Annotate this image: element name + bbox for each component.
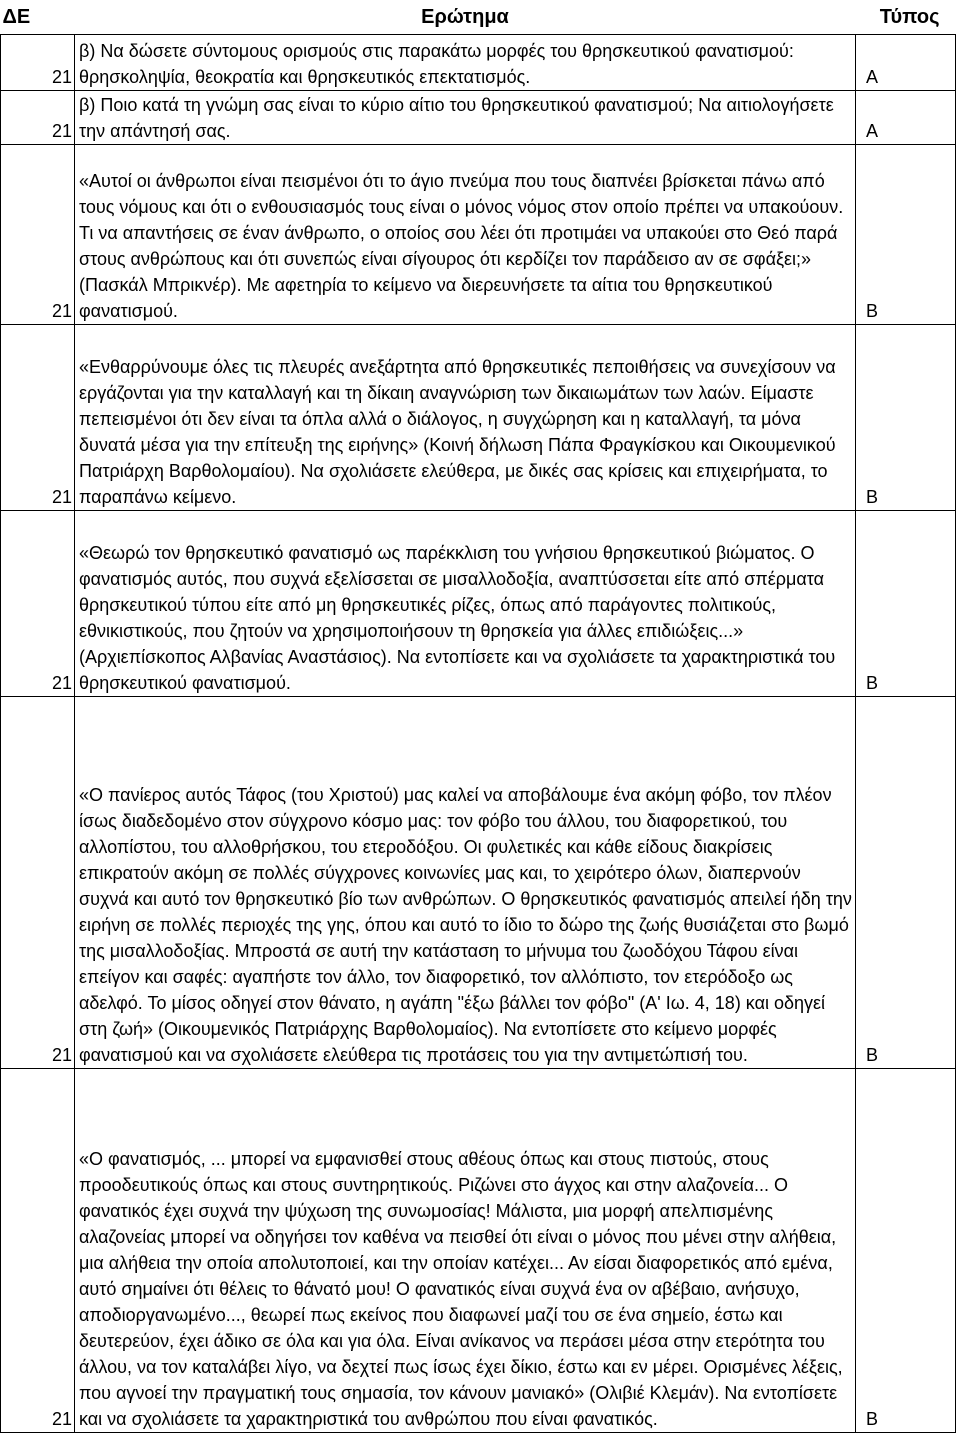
table-row [1, 325, 956, 511]
table-row [1, 145, 956, 325]
row-de: 21 [1, 91, 75, 145]
row-question: β) Ποιο κατά τη γνώμη σας είναι το κύριο αίτιο του θρησκευτικού φανατισμού; Να αιτιολογήσετε την απάντησή σας. [75, 91, 856, 145]
row-type: Α [856, 35, 956, 91]
table-row [1, 697, 956, 1069]
row-de: 21 [1, 325, 75, 511]
row-question: «Ο φανατισμός, ... μπορεί να εμφανισθεί στους αθέους όπως και στους πιστούς, στους προοδευτικούς όπως και στους συντηρητικούς. Ριζώνει στο άγχος και στην αλαζονεία... Ο φανατικός έχει συχνά την ψύχωση της συνωμοσίας! Μάλιστα, μια μορφή απελπισμένης αλαζονείας μπορεί να οδηγήσει τον καθένα να πεισθεί ότι είναι ο μόνος που μένει στην αλήθεια, μια αλήθεια την οποία απολυτοποιεί, και την οποίαν κατέχει... Αν είσαι διαφορετικός από εμένα, αυτό σημαίνει ότι θέλεις το θάνατό μου! Ο φανατικός είναι συχνά ένα ον αβέβαιο, ανήσυχο, αποδιοργανωμένο..., θεωρεί πως εκείνος που διαφωνεί μαζί του σε ένα σημείο, έστω και δευτερεύον, έχει άδικο σε όλα και για όλα. Είναι ανίκανος να περάσει μέσα στην ετερότητα του άλλου, να τον καταλάβει λίγο, να δεχτεί πως ίσως έχει δίκιο, έστω και εν μέρει. Ορισμένες λέξεις, που αγνοεί την πραγματική τους σημασία, τον κάνουν μανιακό» (Ολιβιέ Κλεμάν). Να εντοπίσετε και να σχολιάσετε τα χαρακτηριστικά του ανθρώπου που είναι φανατικός. [75, 1069, 856, 1433]
row-de: 21 [1, 145, 75, 325]
row-question: «Ενθαρρύνουμε όλες τις πλευρές ανεξάρτητα από θρησκευτικές πεποιθήσεις να συνεχίσουν να εργάζονται για την καταλλαγή και τη δίκαιη αναγνώριση των δικαιωμάτων των λαών. Είμαστε πεπεισμένοι ότι δεν είναι τα όπλα αλλά ο διάλογος, η συγχώρηση και η καταλλαγή, τα μόνα δυνατά μέσα για την επίτευξη της ειρήνης» (Κοινή δήλωση Πάπα Φραγκίσκου και Οικουμενικού Πατριάρχη Βαρθολομαίου). Να σχολιάσετε ελεύθερα, με δικές σας κρίσεις και επιχειρήματα, το παραπάνω κείμενο. [75, 325, 856, 511]
row-type: Β [856, 511, 956, 697]
row-question: «Θεωρώ τον θρησκευτικό φανατισμό ως παρέκκλιση του γνήσιου θρησκευτικού βιώματος. Ο φανατισμός αυτός, που συχνά εξελίσσεται σε μισαλλοδοξία, αναπτύσσεται είτε από σπέρματα θρησκευτικού τύπου είτε από μη θρησκευτικές ρίζες, όπως από παράγοντες πολιτικούς, εθνικιστικούς, που ζητούν να χρησιμοποιήσουν τη θρησκεία για άλλες επιδιώξεις...» (Αρχιεπίσκοπος Αλβανίας Αναστάσιος). Να εντοπίσετε και να σχολιάσετε τα χαρακτηριστικά του θρησκευτικού φανατισμού. [75, 511, 856, 697]
table-row [1, 511, 956, 697]
row-question: «Αυτοί οι άνθρωποι είναι πεισμένοι ότι το άγιο πνεύμα που τους διαπνέει βρίσκεται πάνω από τους νόμους και ότι ο ενθουσιασμός τους είναι ο μόνος νόμος στον οποίο πρέπει να υπακούουν. Τι να απαντήσεις σε έναν άνθρωπο, ο οποίος σου λέει ότι προτιμάει να υπακούει στο Θεό παρά στους ανθρώπους και ότι συνεπώς είναι σίγουρος ότι κερδίζει τον παράδεισο αν σε σφάξει;» (Πασκάλ Μπρικνέρ). Με αφετηρία το κείμενο να διερευνήσετε τα αίτια του θρησκευτικού φανατισμού. [75, 145, 856, 325]
row-question: β) Να δώσετε σύντομους ορισμούς στις παρακάτω μορφές του θρησκευτικού φανατισμού: θρησκοληψία, θεοκρατία και θρησκευτικός επεκτατισμός. [75, 35, 856, 91]
row-question: «Ο πανίερος αυτός Τάφος (του Χριστού) μας καλεί να αποβάλουμε ένα ακόμη φόβο, τον πλέον ίσως διαδεδομένο στον σύγχρονο κόσμο μας: τον φόβο του άλλου, του διαφορετικού, του αλλοπίστου, του αλλοθρήσκου, του ετεροδόξου. Οι φυλετικές και κάθε είδους διακρίσεις επικρατούν ακόμη σε πολλές σύγχρονες κοινωνίες μας και, το χειρότερο όλων, διαπερνούν συχνά και αυτό τον θρησκευτικό βίο των ανθρώπων. Ο θρησκευτικός φανατισμός απειλεί ήδη την ειρήνη σε πολλές περιοχές της γης, όπου και αυτό το ίδιο το δώρο της ζωής θυσιάζεται στο βωμό της μισαλλοδοξίας. Μπροστά σε αυτή την κατάσταση το μήνυμα του ζωοδόχου Τάφου είναι επείγον και σαφές: αγαπήστε τον άλλο, τον διαφορετικό, τον αλλόπιστο, τον ετερόδοξο ως αδελφό. Το μίσος οδηγεί στον θάνατο, η αγάπη "έξω βάλλει τον φόβο" (Α' Ιω. 4, 18) και οδηγεί στη ζωή» (Οικουμενικός Πατριάρχης Βαρθολομαίος). Να εντοπίσετε στο κείμενο μορφές φανατισμού και να σχολιάσετε ελεύθερα τις προτάσεις του για την αντιμετώπισή του. [75, 697, 856, 1069]
table-row [1, 91, 956, 145]
row-type: Β [856, 1069, 956, 1433]
header-type: Τύπος [856, 0, 956, 35]
row-de: 21 [1, 1069, 75, 1433]
row-type: Α [856, 91, 956, 145]
header-question: Ερώτημα [75, 0, 856, 35]
table-row [1, 35, 956, 91]
row-type: Β [856, 325, 956, 511]
table-row [1, 1069, 956, 1433]
header-row [1, 0, 956, 35]
header-de: ΔΕ [1, 0, 75, 35]
row-type: Β [856, 145, 956, 325]
row-de: 21 [1, 697, 75, 1069]
row-type: Β [856, 697, 956, 1069]
row-de: 21 [1, 35, 75, 91]
row-de: 21 [1, 511, 75, 697]
